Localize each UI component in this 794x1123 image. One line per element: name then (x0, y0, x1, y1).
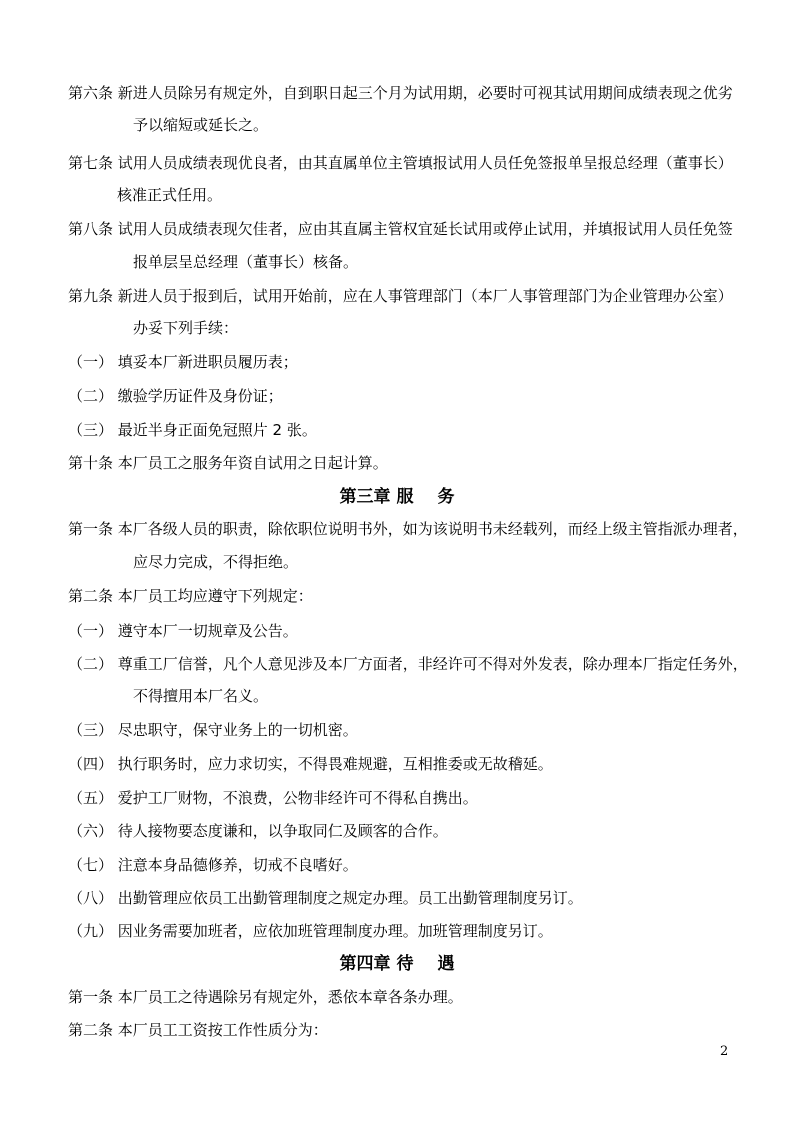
article-6-line-1: 第六条 新进人员除另有规定外，自到职日起三个月为试用期，必要时可视其试用期间成绩表现之优劣 (68, 84, 733, 102)
chapter-3-word-2: 务 (437, 487, 455, 507)
ch4-article-2: 第二条 本厂员工工资按工作性质分为： (68, 1021, 328, 1039)
article-6-line-2: 予以缩短或延长之。 (133, 116, 269, 134)
ch3-list-item-2-line-2: 不得擅用本厂名义。 (133, 687, 269, 705)
ch3-list-item-8: （八） 出勤管理应依员工出勤管理制度之规定办理。员工出勤管理制度另订。 (68, 889, 583, 907)
chapter-4-word-2: 遇 (437, 954, 455, 974)
ch3-list-item-1: （一） 遵守本厂一切规章及公告。 (68, 622, 298, 640)
ch3-article-1-line-2: 应尽力完成，不得拒绝。 (133, 553, 299, 571)
ch3-list-item-6: （六） 待人接物要态度谦和，以争取同仁及顾客的合作。 (68, 822, 448, 840)
ch3-list-item-5: （五） 爱护工厂财物，不浪费，公物非经许可不得私自携出。 (68, 789, 478, 807)
article-9-line-2: 办妥下列手续： (133, 319, 239, 337)
chapter-3-number: 第三章 (339, 487, 391, 507)
article-10: 第十条 本厂员工之服务年资自试用之日起计算。 (68, 454, 388, 472)
chapter-3-word-1: 服 (396, 487, 414, 507)
ch3-list-item-2-line-1: （二） 尊重工厂信誉，凡个人意见涉及本厂方面者，非经许可不得对外发表，除办理本厂指定任务外， (68, 655, 748, 673)
list-item-3: （三） 最近半身正面免冠照片 2 张。 (68, 421, 317, 439)
article-8-line-2: 报单层呈总经理（董事长）核备。 (133, 253, 359, 271)
page-number: 2 (720, 1044, 729, 1059)
ch3-list-item-7: （七） 注意本身品德修养，切戒不良嗜好。 (68, 856, 358, 874)
ch3-list-item-4: （四） 执行职务时，应力求切实，不得畏难规避，互相推委或无故稽延。 (68, 755, 553, 773)
chapter-4-heading (0, 953, 794, 975)
chapter-4-number: 第四章 (339, 954, 391, 974)
list-item-2: （二） 缴验学历证件及身份证； (68, 387, 283, 405)
chapter-3-heading (0, 486, 794, 508)
article-7-line-1: 第七条 试用人员成绩表现优良者，由其直属单位主管填报试用人员任免签报单呈报总经理（董事长） (68, 154, 733, 172)
ch3-article-2: 第二条 本厂员工均应遵守下列规定： (68, 587, 313, 605)
chapter-4-word-1: 待 (396, 954, 414, 974)
article-9-line-1: 第九条 新进人员于报到后，试用开始前，应在人事管理部门（本厂人事管理部门为企业管理办公室） (68, 287, 733, 305)
article-7-line-2: 核准正式任用。 (117, 186, 223, 204)
ch4-article-1: 第一条 本厂员工之待遇除另有规定外，悉依本章各条办理。 (68, 988, 463, 1006)
article-8-line-1: 第八条 试用人员成绩表现欠佳者，应由其直属主管权宜延长试用或停止试用，并填报试用人员任免签 (68, 220, 733, 238)
list-item-1: （一） 填妥本厂新进职员履历表； (68, 353, 298, 371)
ch3-list-item-3: （三） 尽忠职守，保守业务上的一切机密。 (68, 721, 358, 739)
ch3-list-item-9: （九） 因业务需要加班者，应依加班管理制度办理。加班管理制度另订。 (68, 922, 553, 940)
ch3-article-1-line-1: 第一条 本厂各级人员的职责，除依职位说明书外，如为该说明书未经载列，而经上级主管指派办理者， (68, 520, 748, 538)
